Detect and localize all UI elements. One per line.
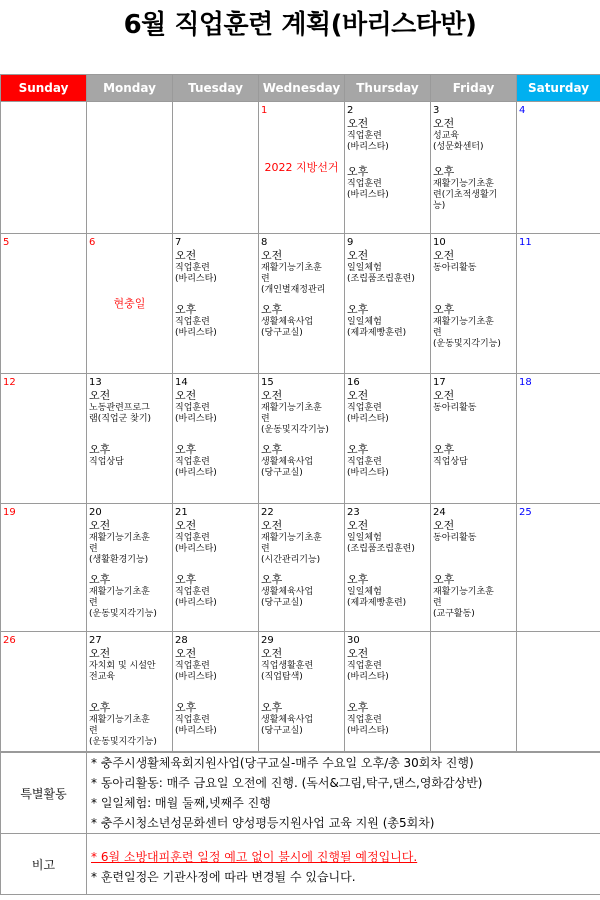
afternoon-session xyxy=(259,443,344,491)
afternoon-activity: 재활기능기초훈 xyxy=(433,587,494,597)
afternoon-label: 오후 xyxy=(261,303,283,316)
afternoon-session xyxy=(431,165,516,213)
calendar-day-cell xyxy=(173,632,259,752)
morning-activity: 램(직업군 찾기) xyxy=(89,414,152,424)
day-number: 8 xyxy=(261,237,268,248)
afternoon-activity: 생활체육사업 xyxy=(261,457,314,467)
day-number: 21 xyxy=(175,507,188,518)
calendar-day-cell xyxy=(87,374,173,504)
morning-label: 오전 xyxy=(433,519,455,532)
afternoon-label: 오후 xyxy=(175,701,197,714)
calendar-day-cell xyxy=(1,504,87,632)
morning-activity: 직업훈련 xyxy=(347,403,382,413)
afternoon-label: 오후 xyxy=(175,573,197,586)
day-number: 13 xyxy=(89,377,102,388)
afternoon-activity: (당구교실) xyxy=(261,598,303,608)
afternoon-session xyxy=(431,303,516,351)
afternoon-activity: (제과제빵훈련) xyxy=(347,598,407,608)
morning-activity: 재활기능기초훈 xyxy=(261,403,322,413)
day-number: 9 xyxy=(347,237,354,248)
calendar-day-cell xyxy=(345,102,431,234)
morning-activity: (시간관리기능) xyxy=(261,555,321,565)
morning-activity: 자치회 및 시설안 xyxy=(89,661,156,671)
morning-activity: 련 xyxy=(89,544,98,554)
special-line: * 충주시청소년성문화센터 양성평등지원사업 교육 지원 (총5회차) xyxy=(91,816,435,830)
calendar-day-cell xyxy=(1,632,87,752)
day-number: 2 xyxy=(347,105,354,116)
afternoon-activity: (바리스타) xyxy=(347,190,389,200)
morning-label: 오전 xyxy=(261,647,283,660)
morning-activity: 직업훈련 xyxy=(175,403,210,413)
afternoon-activity: (당구교실) xyxy=(261,468,303,478)
afternoon-activity: (운동및지각기능) xyxy=(433,339,501,349)
calendar-week-row xyxy=(1,504,600,632)
calendar-day-cell xyxy=(431,234,517,374)
day-number: 29 xyxy=(261,635,274,646)
afternoon-session xyxy=(173,701,258,749)
day-number: 6 xyxy=(89,237,96,248)
afternoon-activity: (바리스타) xyxy=(175,598,217,608)
day-number: 16 xyxy=(347,377,360,388)
morning-session xyxy=(259,389,344,435)
day-number: 14 xyxy=(175,377,188,388)
afternoon-activity: (교구활동) xyxy=(433,609,475,619)
day-number: 15 xyxy=(261,377,274,388)
morning-activity: 동아리활동 xyxy=(433,263,477,273)
calendar-day-cell xyxy=(345,632,431,752)
morning-session xyxy=(345,519,430,565)
afternoon-label: 오후 xyxy=(347,701,369,714)
page-title: 6월 직업훈련 계획(바리스타반) xyxy=(123,10,477,40)
morning-activity: 련 xyxy=(261,414,270,424)
afternoon-activity: 직업훈련 xyxy=(175,317,210,327)
special-activities-label: 특별활동 xyxy=(1,753,87,834)
morning-activity: 노동관련프로그 xyxy=(89,403,150,413)
afternoon-session xyxy=(345,701,430,749)
morning-session xyxy=(87,647,172,693)
morning-activity: (개인별재정관리 xyxy=(261,285,326,295)
afternoon-activity: 직업훈련 xyxy=(347,457,382,467)
holiday-label: 2022 지방선거 xyxy=(264,161,339,174)
header-thursday: Thursday xyxy=(345,75,431,102)
day-number: 28 xyxy=(175,635,188,646)
morning-label: 오전 xyxy=(89,519,111,532)
morning-activity: (직업탐색) xyxy=(261,672,303,682)
morning-label: 오전 xyxy=(433,389,455,402)
calendar-day-cell xyxy=(431,374,517,504)
day-number: 17 xyxy=(433,377,446,388)
afternoon-label: 오후 xyxy=(347,303,369,316)
day-number: 5 xyxy=(3,237,10,248)
afternoon-activity: 련(기초적생활기 xyxy=(433,190,498,200)
afternoon-activity: (제과제빵훈련) xyxy=(347,328,407,338)
afternoon-activity: (운동및지각기능) xyxy=(89,737,157,747)
afternoon-label: 오후 xyxy=(175,303,197,316)
calendar-day-cell xyxy=(1,374,87,504)
calendar-day-cell xyxy=(259,632,345,752)
morning-activity: 련 xyxy=(261,544,270,554)
morning-activity: 재활기능기초훈 xyxy=(261,263,322,273)
calendar-day-cell xyxy=(173,374,259,504)
morning-label: 오전 xyxy=(175,647,197,660)
calendar-day-cell xyxy=(87,504,173,632)
morning-session xyxy=(87,389,172,435)
afternoon-activity: 생활체육사업 xyxy=(261,587,314,597)
morning-session xyxy=(173,249,258,295)
morning-activity: (운동및지각기능) xyxy=(261,425,329,435)
special-activities-content xyxy=(87,753,600,834)
morning-activity: 직업훈련 xyxy=(175,661,210,671)
schedule-change-note: * 훈련일정은 기관사정에 따라 변경될 수 있습니다. xyxy=(91,870,356,884)
morning-label: 오전 xyxy=(89,647,111,660)
morning-session xyxy=(345,249,430,295)
morning-activity: 동아리활동 xyxy=(433,533,477,543)
morning-activity: 전교육 xyxy=(89,672,116,682)
afternoon-label: 오후 xyxy=(347,573,369,586)
afternoon-activity: 일일체험 xyxy=(347,317,382,327)
day-number: 18 xyxy=(519,377,532,388)
calendar-day-cell xyxy=(259,374,345,504)
notes-table xyxy=(0,752,600,895)
remarks-content xyxy=(87,834,600,895)
morning-session xyxy=(431,389,516,435)
afternoon-session xyxy=(87,701,172,749)
special-line: * 동아리활동: 매주 금요일 오전에 진행. (독서&그림,탁구,댄스,영화감상반) xyxy=(91,776,483,790)
afternoon-activity: 직업상담 xyxy=(89,457,124,467)
morning-activity: (바리스타) xyxy=(347,672,389,682)
morning-label: 오전 xyxy=(175,249,197,262)
morning-session xyxy=(259,519,344,565)
morning-session xyxy=(173,389,258,435)
morning-label: 오전 xyxy=(175,389,197,402)
morning-session xyxy=(173,647,258,693)
header-saturday: Saturday xyxy=(517,75,600,102)
afternoon-activity: (당구교실) xyxy=(261,328,303,338)
afternoon-activity: 직업훈련 xyxy=(175,587,210,597)
day-number xyxy=(431,632,516,635)
calendar-day-cell xyxy=(345,504,431,632)
calendar-week-row xyxy=(1,374,600,504)
morning-label: 오전 xyxy=(433,117,455,130)
afternoon-session xyxy=(87,443,172,491)
morning-label: 오전 xyxy=(261,249,283,262)
morning-session xyxy=(259,647,344,693)
calendar-day-cell xyxy=(431,632,517,752)
afternoon-activity: 련 xyxy=(89,598,98,608)
morning-activity: (조립품조립훈련) xyxy=(347,544,415,554)
morning-activity: (바리스타) xyxy=(347,414,389,424)
afternoon-activity: 련 xyxy=(433,598,442,608)
afternoon-session xyxy=(345,443,430,491)
day-number xyxy=(1,102,86,105)
afternoon-session xyxy=(173,573,258,621)
afternoon-activity: 재활기능기초훈 xyxy=(89,715,150,725)
day-number: 1 xyxy=(261,105,268,116)
morning-label: 오전 xyxy=(261,519,283,532)
afternoon-activity: (바리스타) xyxy=(347,726,389,736)
afternoon-label: 오후 xyxy=(175,443,197,456)
morning-activity: (바리스타) xyxy=(175,544,217,554)
calendar-day-cell xyxy=(87,632,173,752)
morning-activity: 련 xyxy=(261,274,270,284)
remarks-label: 비고 xyxy=(1,834,87,895)
calendar-day-cell xyxy=(173,234,259,374)
calendar-day-cell xyxy=(173,504,259,632)
header-tuesday: Tuesday xyxy=(173,75,259,102)
afternoon-activity: 직업훈련 xyxy=(175,715,210,725)
afternoon-session xyxy=(345,165,430,213)
calendar-table xyxy=(0,74,600,752)
afternoon-activity: 재활기능기초훈 xyxy=(89,587,150,597)
calendar-week-row xyxy=(1,234,600,374)
morning-activity: (바리스타) xyxy=(175,274,217,284)
afternoon-label: 오후 xyxy=(433,443,455,456)
afternoon-activity: (운동및지각기능) xyxy=(89,609,157,619)
afternoon-session xyxy=(87,573,172,621)
calendar-day-cell xyxy=(87,102,173,234)
afternoon-label: 오후 xyxy=(89,701,111,714)
calendar-day-cell xyxy=(259,102,345,234)
day-number: 25 xyxy=(519,507,532,518)
day-number: 22 xyxy=(261,507,274,518)
afternoon-label: 오후 xyxy=(433,303,455,316)
morning-session xyxy=(431,117,516,157)
calendar-day-cell xyxy=(517,632,600,752)
morning-activity: (조립품조립훈련) xyxy=(347,274,415,284)
calendar-body xyxy=(1,102,600,752)
morning-activity: 직업훈련 xyxy=(175,263,210,273)
afternoon-activity: 직업훈련 xyxy=(175,457,210,467)
day-number: 7 xyxy=(175,237,182,248)
morning-label: 오전 xyxy=(175,519,197,532)
afternoon-activity: 련 xyxy=(433,328,442,338)
calendar-day-cell xyxy=(517,102,600,234)
holiday-label: 현충일 xyxy=(113,297,146,310)
morning-label: 오전 xyxy=(89,389,111,402)
day-number: 26 xyxy=(3,635,16,646)
afternoon-activity: 직업훈련 xyxy=(347,179,382,189)
afternoon-label: 오후 xyxy=(261,443,283,456)
calendar-week-row xyxy=(1,102,600,234)
morning-activity: (바리스타) xyxy=(347,142,389,152)
afternoon-activity: (바리스타) xyxy=(347,468,389,478)
morning-activity: 재활기능기초훈 xyxy=(261,533,322,543)
morning-session xyxy=(259,249,344,295)
day-number: 30 xyxy=(347,635,360,646)
afternoon-label: 오후 xyxy=(347,165,369,178)
day-number: 4 xyxy=(519,105,526,116)
day-number: 23 xyxy=(347,507,360,518)
special-line: * 일일체험: 매월 둘째,넷째주 진행 xyxy=(91,796,271,810)
afternoon-activity: 련 xyxy=(89,726,98,736)
morning-activity: 직업훈련 xyxy=(175,533,210,543)
afternoon-activity: 직업상담 xyxy=(433,457,468,467)
calendar-day-cell xyxy=(173,102,259,234)
calendar-day-cell xyxy=(517,374,600,504)
morning-activity: (바리스타) xyxy=(175,414,217,424)
day-number: 10 xyxy=(433,237,446,248)
calendar-day-cell xyxy=(87,234,173,374)
afternoon-label: 오후 xyxy=(347,443,369,456)
header-sunday: Sunday xyxy=(1,75,87,102)
calendar-day-cell xyxy=(259,234,345,374)
morning-activity: 직업훈련 xyxy=(347,661,382,671)
afternoon-activity: (당구교실) xyxy=(261,726,303,736)
afternoon-activity: 재활기능기초훈 xyxy=(433,317,494,327)
morning-activity: 직업훈련 xyxy=(347,131,382,141)
afternoon-activity: 일일체험 xyxy=(347,587,382,597)
day-number: 19 xyxy=(3,507,16,518)
morning-label: 오전 xyxy=(347,117,369,130)
afternoon-activity: 직업훈련 xyxy=(347,715,382,725)
morning-activity: 동아리활동 xyxy=(433,403,477,413)
afternoon-label: 오후 xyxy=(433,573,455,586)
header-friday: Friday xyxy=(431,75,517,102)
morning-label: 오전 xyxy=(433,249,455,262)
morning-activity: 일일체험 xyxy=(347,533,382,543)
day-number: 11 xyxy=(519,237,532,248)
morning-label: 오전 xyxy=(347,519,369,532)
calendar-day-cell xyxy=(431,504,517,632)
day-number xyxy=(173,102,258,105)
afternoon-label: 오후 xyxy=(89,443,111,456)
morning-activity: 재활기능기초훈 xyxy=(89,533,150,543)
morning-label: 오전 xyxy=(347,647,369,660)
afternoon-activity: 생활체육사업 xyxy=(261,317,314,327)
afternoon-session xyxy=(259,303,344,351)
morning-activity: 성교육 xyxy=(433,131,460,141)
calendar-day-cell xyxy=(345,234,431,374)
header-monday: Monday xyxy=(87,75,173,102)
afternoon-session xyxy=(173,303,258,351)
afternoon-session xyxy=(345,303,430,351)
day-number: 20 xyxy=(89,507,102,518)
afternoon-session xyxy=(345,573,430,621)
afternoon-session xyxy=(259,573,344,621)
day-number: 27 xyxy=(89,635,102,646)
morning-session xyxy=(173,519,258,565)
morning-session xyxy=(431,519,516,565)
morning-label: 오전 xyxy=(347,249,369,262)
morning-activity: 일일체험 xyxy=(347,263,382,273)
morning-label: 오전 xyxy=(261,389,283,402)
afternoon-session xyxy=(431,573,516,621)
morning-session xyxy=(345,647,430,693)
afternoon-activity: (바리스타) xyxy=(175,328,217,338)
fire-drill-warning: * 6월 소방대피훈련 일정 예고 없이 불시에 진행될 예정입니다. xyxy=(91,850,418,864)
special-line: * 충주시생활체육회지원사업(당구교실-매주 수요일 오후/총 30회차 진행) xyxy=(91,756,474,770)
morning-activity: (생활환경기능) xyxy=(89,555,149,565)
day-number: 3 xyxy=(433,105,440,116)
header-wednesday: Wednesday xyxy=(259,75,345,102)
calendar-day-cell xyxy=(517,504,600,632)
calendar-day-cell xyxy=(517,234,600,374)
day-number: 12 xyxy=(3,377,16,388)
afternoon-activity: 능) xyxy=(433,201,446,211)
morning-activity: 직업생활훈련 xyxy=(261,661,314,671)
afternoon-label: 오후 xyxy=(261,573,283,586)
afternoon-activity: 생활체육사업 xyxy=(261,715,314,725)
afternoon-label: 오후 xyxy=(89,573,111,586)
afternoon-activity: (바리스타) xyxy=(175,468,217,478)
afternoon-activity: 재활기능기초훈 xyxy=(433,179,494,189)
afternoon-session xyxy=(431,443,516,491)
calendar-day-cell xyxy=(1,234,87,374)
afternoon-session xyxy=(173,443,258,491)
afternoon-label: 오후 xyxy=(433,165,455,178)
morning-session xyxy=(431,249,516,295)
calendar-day-cell xyxy=(259,504,345,632)
morning-activity: (바리스타) xyxy=(175,672,217,682)
afternoon-session xyxy=(259,701,344,749)
morning-label: 오전 xyxy=(347,389,369,402)
calendar-day-cell xyxy=(1,102,87,234)
remarks-row xyxy=(1,834,600,895)
day-number: 24 xyxy=(433,507,446,518)
weekday-header-row xyxy=(1,75,600,102)
calendar-day-cell xyxy=(431,102,517,234)
afternoon-label: 오후 xyxy=(261,701,283,714)
special-activities-row xyxy=(1,753,600,834)
calendar-day-cell xyxy=(345,374,431,504)
day-number xyxy=(517,632,600,635)
morning-activity: (성문화센터) xyxy=(433,142,484,152)
afternoon-activity: (바리스타) xyxy=(175,726,217,736)
morning-session xyxy=(345,389,430,435)
day-number xyxy=(87,102,172,105)
morning-session xyxy=(87,519,172,565)
morning-session xyxy=(345,117,430,157)
calendar-week-row xyxy=(1,632,600,752)
